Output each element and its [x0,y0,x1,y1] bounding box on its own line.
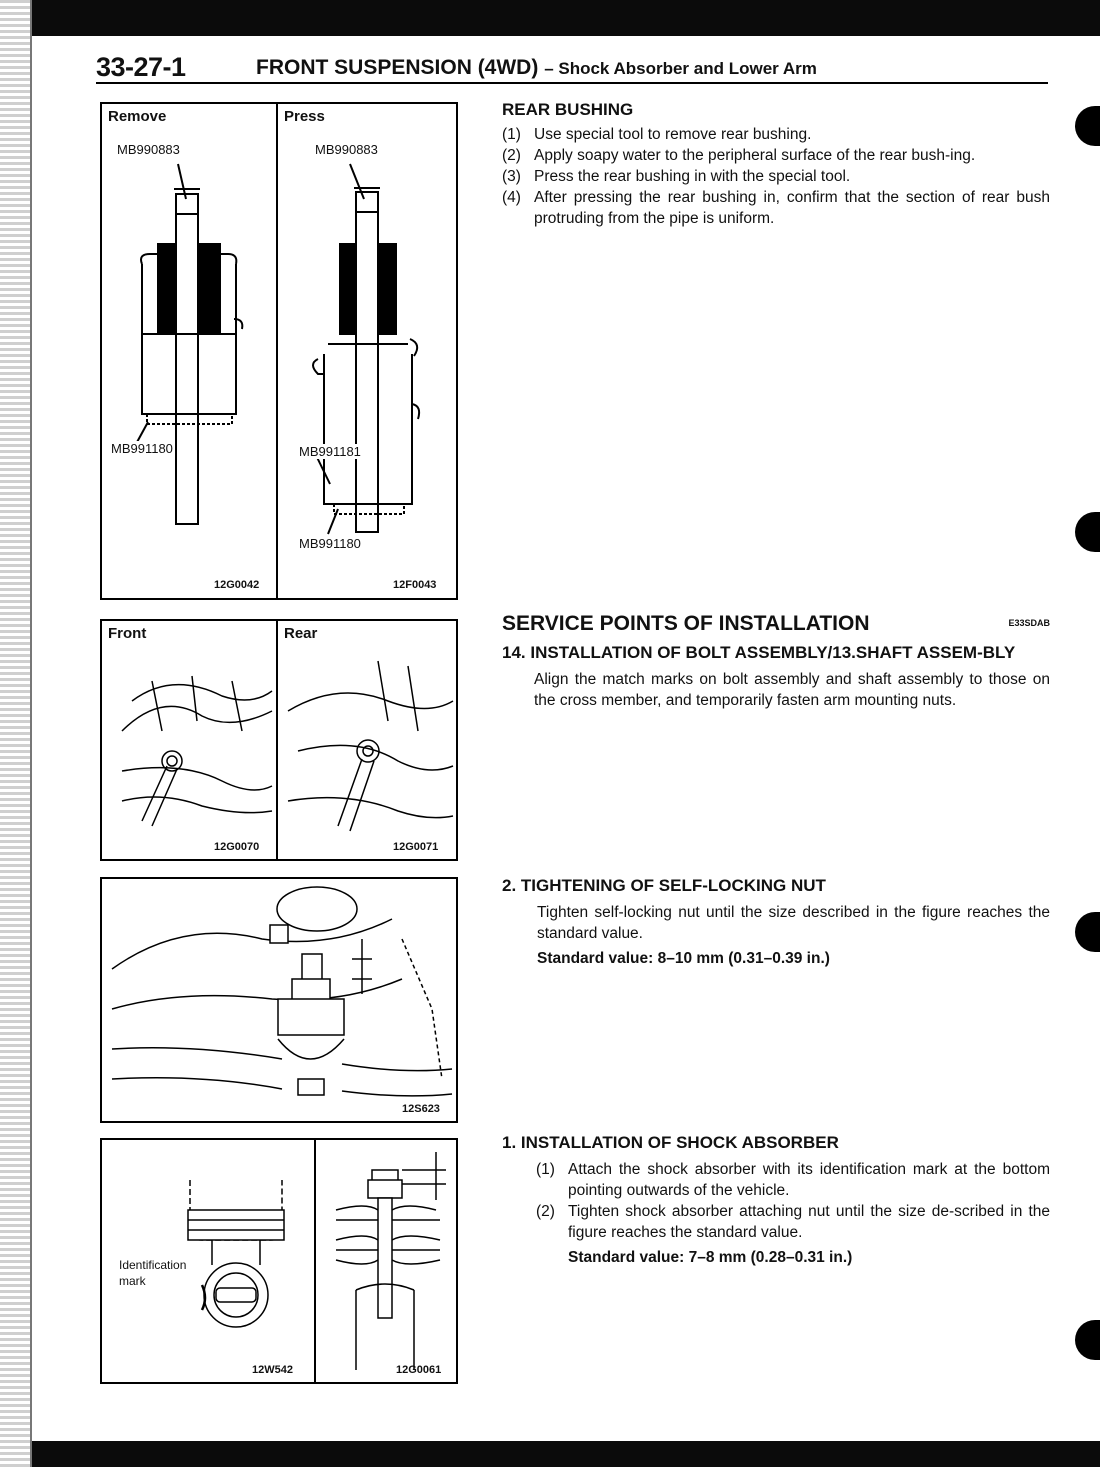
tool-label-mb991181: MB991181 [299,444,361,459]
label-remove: Remove [108,108,167,125]
list-item-text: Tighten shock absorber attaching nut until the size de-scribed in the figure reaches the standard value. [568,1203,1050,1241]
rear-bushing-list [502,124,1050,229]
thumb-tab-marker [1075,1320,1100,1360]
section-shock-absorber [502,1133,1050,1267]
figure-self-locking-nut [100,877,458,1123]
label-press: Press [284,108,325,125]
figure-code-12f0043: 12F0043 [393,579,437,591]
label-front: Front [108,625,147,642]
list-item-text: After pressing the rear bushing in, confirm that the section of rear bush protruding from the pipe is uniform. [534,189,1050,227]
heading-step-1: 1. INSTALLATION OF SHOCK ABSORBER [502,1133,839,1152]
list-item [502,187,1050,229]
tool-label-mb990883-remove: MB990883 [117,142,180,157]
panel-identification [102,1140,316,1382]
list-item [502,124,1050,145]
panel-press [278,104,456,598]
list-item-number: (4) [502,189,521,206]
figure-bushing-tools [100,102,458,600]
heading-step-14: 14. INSTALLATION OF BOLT ASSEMBLY/13.SHAFT ASSEM-BLY [502,643,1016,662]
shock-nut-illustration [316,1140,456,1382]
step-2-text: Tighten self-locking nut until the size described in the figure reaches the standard value. [537,904,1050,942]
section-self-locking-nut [502,876,1050,968]
figure-code-12g0070: 12G0070 [214,841,260,853]
label-rear: Rear [284,625,318,642]
list-item [502,166,1050,187]
list-item [536,1159,1050,1201]
list-item-number: (2) [502,147,521,164]
tool-label-mb991180-remove: MB991180 [111,441,173,456]
page-number: 33-27-1 [96,52,186,82]
press-illustration [278,104,456,598]
heading-service-points: SERVICE POINTS OF INSTALLATION [502,612,870,635]
list-item-number: (1) [502,126,521,143]
identification-label-line1: Identification [119,1258,187,1272]
panel-shock-nut [316,1140,456,1382]
section-rear-bushing [502,100,1050,229]
page-title [256,56,817,80]
panel-remove [102,104,278,598]
section-service-points [502,612,1050,711]
bottom-scan-border [0,1441,1100,1467]
thumb-tab-marker [1075,512,1100,552]
figure-shock-absorber [100,1138,458,1384]
service-points-header [502,612,1050,636]
binding-edge [0,0,30,1467]
list-item-text: Use special tool to remove rear bushing. [534,126,812,143]
step-1-list [502,1159,1050,1243]
list-item [502,145,1050,166]
figure-code-12g0061: 12G0061 [396,1364,442,1376]
list-item [536,1201,1050,1243]
panel-front [102,621,278,859]
step-14-text: Align the match marks on bolt assembly and shaft assembly to those on the cross member, and temporarily fasten arm mounting nuts. [534,671,1050,709]
list-item-text: Press the rear bushing in with the special tool. [534,168,851,185]
heading-step-2: 2. TIGHTENING OF SELF-LOCKING NUT [502,876,826,895]
figure-front-rear [100,619,458,861]
figure-code-12g0042: 12G0042 [214,579,260,591]
step-2-standard-value: Standard value: 8–10 mm (0.31–0.39 in.) [537,950,830,967]
figure-code-12s623: 12S623 [402,1103,440,1115]
list-item-number: (3) [502,168,521,185]
thumb-tab-marker [1075,106,1100,146]
rear-illustration [278,621,456,859]
figure-code-12g0071: 12G0071 [393,841,439,853]
tool-label-mb990883-press: MB990883 [315,142,378,157]
figure-code-12w542: 12W542 [252,1364,293,1376]
panel-rear [278,621,456,859]
list-item-number: (2) [536,1203,555,1220]
front-illustration [102,621,278,859]
top-scan-border [0,0,1100,36]
identification-label-line2: mark [119,1274,146,1288]
remove-illustration [102,104,278,598]
thumb-tab-marker [1075,912,1100,952]
tool-label-mb991180-press: MB991180 [299,536,361,551]
page-header [96,52,1048,84]
page-title-main: FRONT SUSPENSION (4WD) [256,56,539,79]
binding-edge-line [30,0,32,1467]
section-code: E33SDAB [1008,618,1050,628]
nut-illustration [102,879,456,1121]
list-item-number: (1) [536,1161,555,1178]
list-item-text: Attach the shock absorber with its identification mark at the bottom pointing outwards of the vehicle. [568,1161,1050,1199]
step-1-standard-value: Standard value: 7–8 mm (0.28–0.31 in.) [568,1249,853,1266]
list-item-text: Apply soapy water to the peripheral surface of the rear bush-ing. [534,147,976,164]
page-subtitle: – Shock Absorber and Lower Arm [544,59,817,78]
heading-rear-bushing: REAR BUSHING [502,100,634,119]
